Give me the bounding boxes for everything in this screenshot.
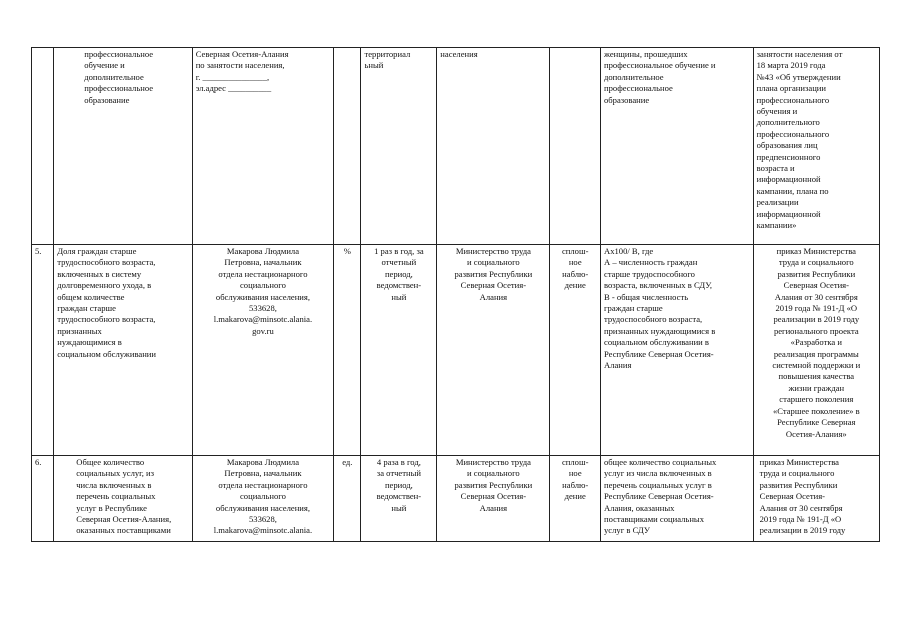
legal-basis: занятости населения от 18 марта 2019 года №43 «Об утверждении плана организации профессионального обучения и дополнительного профессионального образования лиц предпенсионного возраста и информационной кампании, плана по реализации информационной кампании» — [753, 48, 879, 245]
row-number: 5. — [32, 245, 54, 456]
data-source: Министерство труда и социального развития Республики Северная Осетия- Алания — [437, 245, 550, 456]
responsible-person: Макарова Людмила Петровна, начальник отдела нестационарного социального обслуживания населения, 533628, l.makarova@minsotc.alania. gov.ru — [192, 245, 334, 456]
data-source: населения — [437, 48, 550, 245]
table-row — [32, 456, 880, 542]
periodicity: 1 раз в год, за отчетный период, ведомствен- ный — [361, 245, 437, 456]
table-row — [32, 245, 880, 456]
indicator-name: Доля граждан старше трудоспособного возраста, включенных в систему долговременного ухода, в общем количестве граждан старше трудоспособного возраста, признанных нуждающимися в социальном обслуживании — [54, 245, 192, 456]
calculation-formula: общее количество социальных услуг из числа включенных в перечень социальных услуг в Республике Северная Осетия- Алания, оказанных поставщиками социальных услуг в СДУ — [601, 456, 754, 542]
responsible-person: Северная Осетия-Алания по занятости населения, г. _______________, эл.адрес __________ — [192, 48, 334, 245]
indicators-table — [31, 47, 880, 542]
indicator-name: Общее количество социальных услуг, из числа включенных в перечень социальных услуг в Республике Северная Осетия-Алания, оказанных поставщиками — [54, 456, 192, 542]
unit-of-measure — [334, 48, 361, 245]
row-number — [32, 48, 54, 245]
responsible-person: Макарова Людмила Петровна, начальник отдела нестационарного социального обслуживания населения, 533628, l.makarova@minsotc.alania. — [192, 456, 334, 542]
calculation-formula: женщины, прошедших профессиональное обучение и дополнительное профессиональное образование — [601, 48, 754, 245]
collection-method: сплош- ное наблю- дение — [550, 245, 601, 456]
legal-basis: приказ Министерства труда и социального развития Республики Северная Осетия- Алания от 30 сентября 2019 года № 191-Д «О реализации в 2019 году регионального проекта «Разработка и реализация программы системной поддержки и повышения качества жизни граждан старшего поколения «Старшее поколение» в Республике Северная Осетия-Алания» — [753, 245, 879, 456]
unit-of-measure: % — [334, 245, 361, 456]
collection-method — [550, 48, 601, 245]
legal-basis: приказ Министерства труда и социального развития Республики Северная Осетия- Алания от 30 сентября 2019 года № 191-Д «О реализации в 2019 году — [753, 456, 879, 542]
row-number: 6. — [32, 456, 54, 542]
unit-of-measure: ед. — [334, 456, 361, 542]
periodicity: 4 раза в год, за отчетный период, ведомствен- ный — [361, 456, 437, 542]
table-row — [32, 48, 880, 245]
indicator-name: профессиональное обучение и дополнительное профессиональное образование — [54, 48, 192, 245]
calculation-formula: Ах100/ В, где А – численность граждан старше трудоспособного возраста, включенных в СДУ, В - общая численность граждан старше трудоспособного возраста, признанных нуждающимися в социальном обслуживании в Республике Северная Осетия- Алания — [601, 245, 754, 456]
periodicity: территориал ьный — [361, 48, 437, 245]
collection-method: сплош- ное наблю- дение — [550, 456, 601, 542]
data-source: Министерство труда и социального развития Республики Северная Осетия- Алания — [437, 456, 550, 542]
